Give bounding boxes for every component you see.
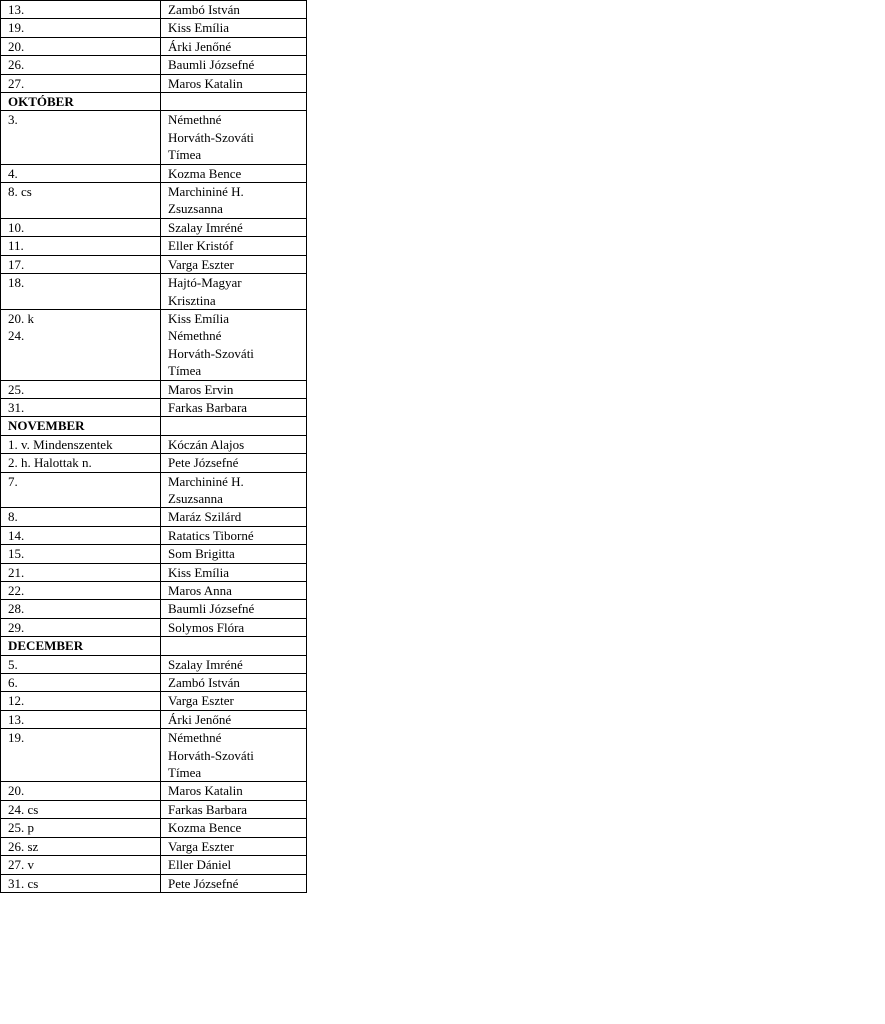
name-line: Zsuzsanna xyxy=(168,201,223,217)
date-cell: 31. cs xyxy=(1,874,161,892)
date-cell: 26. sz xyxy=(1,837,161,855)
table-row xyxy=(1,218,307,236)
name-cell: Árki Jenőné xyxy=(161,37,307,55)
name-cell xyxy=(161,637,307,655)
name-cell: Solymos Flóra xyxy=(161,618,307,636)
date-cell: 2. h. Halottak n. xyxy=(1,454,161,472)
table-row xyxy=(1,164,307,182)
name-cell: Zambó István xyxy=(161,674,307,692)
date-cell: 25. p xyxy=(1,819,161,837)
name-cell: Maráz Szilárd xyxy=(161,508,307,526)
name-cell: Kozma Bence xyxy=(161,819,307,837)
date-cell: 4. xyxy=(1,164,161,182)
name-cell: Varga Eszter xyxy=(161,255,307,273)
table-row xyxy=(1,309,307,380)
date-cell: 15. xyxy=(1,545,161,563)
table-row xyxy=(1,655,307,673)
name-line: Marchininé H. xyxy=(168,184,244,200)
month-heading: DECEMBER xyxy=(1,637,161,655)
name-line: Horváth-Szováti xyxy=(168,345,254,361)
name-cell: Maros Katalin xyxy=(161,782,307,800)
name-line: Tímea xyxy=(168,765,202,781)
date-cell: 8. xyxy=(1,508,161,526)
name-line: Tímea xyxy=(168,147,202,163)
name-line: Kiss Emília xyxy=(168,310,230,326)
table-row xyxy=(1,526,307,544)
date-cell: 24. cs xyxy=(1,800,161,818)
name-cell: Árki Jenőné xyxy=(161,710,307,728)
table-row xyxy=(1,56,307,74)
table-row xyxy=(1,800,307,818)
table-row xyxy=(1,618,307,636)
name-cell: Kozma Bence xyxy=(161,164,307,182)
table-row xyxy=(1,837,307,855)
name-cell xyxy=(161,417,307,435)
name-cell: Maros Anna xyxy=(161,582,307,600)
table-row xyxy=(1,856,307,874)
date-cell: 13. xyxy=(1,710,161,728)
schedule-table xyxy=(0,0,307,893)
name-line: Zsuzsanna xyxy=(168,490,223,506)
date-cell: 17. xyxy=(1,255,161,273)
table-row xyxy=(1,380,307,398)
date-cell: 1. v. Mindenszentek xyxy=(1,435,161,453)
date-cell: 7. xyxy=(1,472,161,508)
name-cell: Kiss Emília xyxy=(161,563,307,581)
month-header-row xyxy=(1,637,307,655)
date-cell: 31. xyxy=(1,398,161,416)
date-cell: 19. xyxy=(1,19,161,37)
date-cell: 22. xyxy=(1,582,161,600)
table-row xyxy=(1,710,307,728)
month-heading: OKTÓBER xyxy=(1,93,161,111)
name-line: Horváth-Szováti xyxy=(168,747,254,763)
table-row xyxy=(1,255,307,273)
date-cell: 19. xyxy=(1,729,161,782)
name-cell: Ratatics Tiborné xyxy=(161,526,307,544)
name-cell: Varga Eszter xyxy=(161,837,307,855)
date-cell: 5. xyxy=(1,655,161,673)
name-cell xyxy=(161,274,307,310)
name-line: Hajtó-Magyar xyxy=(168,275,242,291)
name-cell xyxy=(161,472,307,508)
table-row xyxy=(1,674,307,692)
table-row xyxy=(1,274,307,310)
date-cell: 25. xyxy=(1,380,161,398)
name-cell: Kóczán Alajos xyxy=(161,435,307,453)
table-row xyxy=(1,454,307,472)
name-line: Horváth-Szováti xyxy=(168,129,254,145)
name-cell: Baumli Józsefné xyxy=(161,56,307,74)
table-row xyxy=(1,563,307,581)
schedule-table-body xyxy=(1,1,307,893)
name-cell: Pete Józsefné xyxy=(161,874,307,892)
table-row xyxy=(1,600,307,618)
table-row xyxy=(1,398,307,416)
table-row xyxy=(1,183,307,219)
name-cell: Farkas Barbara xyxy=(161,398,307,416)
name-line: Krisztina xyxy=(168,292,216,308)
name-cell: Varga Eszter xyxy=(161,692,307,710)
month-heading: NOVEMBER xyxy=(1,417,161,435)
date-cell: 27. xyxy=(1,74,161,92)
name-line: Némethné xyxy=(168,328,222,344)
name-cell xyxy=(161,93,307,111)
name-cell: Eller Dániel xyxy=(161,856,307,874)
date-cell: 3. xyxy=(1,111,161,164)
date-cell xyxy=(1,309,161,380)
table-row xyxy=(1,472,307,508)
name-cell: Zambó István xyxy=(161,1,307,19)
name-line: Marchininé H. xyxy=(168,473,244,489)
name-cell: Eller Kristóf xyxy=(161,237,307,255)
month-header-row xyxy=(1,93,307,111)
date-cell: 29. xyxy=(1,618,161,636)
table-row xyxy=(1,435,307,453)
date-cell: 21. xyxy=(1,563,161,581)
month-header-row xyxy=(1,417,307,435)
table-row xyxy=(1,582,307,600)
name-line: Tímea xyxy=(168,363,202,379)
table-row xyxy=(1,782,307,800)
date-line: 24. xyxy=(8,328,25,344)
name-cell: Farkas Barbara xyxy=(161,800,307,818)
name-cell xyxy=(161,183,307,219)
date-cell: 18. xyxy=(1,274,161,310)
table-row xyxy=(1,237,307,255)
date-cell: 8. cs xyxy=(1,183,161,219)
table-row xyxy=(1,874,307,892)
table-row xyxy=(1,111,307,164)
name-cell: Som Brigitta xyxy=(161,545,307,563)
table-row xyxy=(1,1,307,19)
date-cell: 10. xyxy=(1,218,161,236)
date-cell: 11. xyxy=(1,237,161,255)
table-row xyxy=(1,729,307,782)
table-row xyxy=(1,37,307,55)
date-cell: 20. xyxy=(1,37,161,55)
table-row xyxy=(1,692,307,710)
name-line: Némethné xyxy=(168,112,222,128)
table-row xyxy=(1,508,307,526)
table-row xyxy=(1,819,307,837)
date-cell: 27. v xyxy=(1,856,161,874)
name-cell: Kiss Emília xyxy=(161,19,307,37)
date-cell: 6. xyxy=(1,674,161,692)
name-cell: Pete Józsefné xyxy=(161,454,307,472)
name-cell xyxy=(161,729,307,782)
name-cell xyxy=(161,111,307,164)
name-cell: Baumli Józsefné xyxy=(161,600,307,618)
date-line: 20. k xyxy=(8,310,34,326)
name-cell: Szalay Imréné xyxy=(161,655,307,673)
name-cell xyxy=(161,309,307,380)
table-row xyxy=(1,545,307,563)
date-cell: 14. xyxy=(1,526,161,544)
date-cell: 13. xyxy=(1,1,161,19)
date-cell: 26. xyxy=(1,56,161,74)
name-cell: Szalay Imréné xyxy=(161,218,307,236)
date-cell: 12. xyxy=(1,692,161,710)
table-row xyxy=(1,74,307,92)
name-line: Némethné xyxy=(168,730,222,746)
table-row xyxy=(1,19,307,37)
name-cell: Maros Ervin xyxy=(161,380,307,398)
date-cell: 20. xyxy=(1,782,161,800)
name-cell: Maros Katalin xyxy=(161,74,307,92)
date-cell: 28. xyxy=(1,600,161,618)
